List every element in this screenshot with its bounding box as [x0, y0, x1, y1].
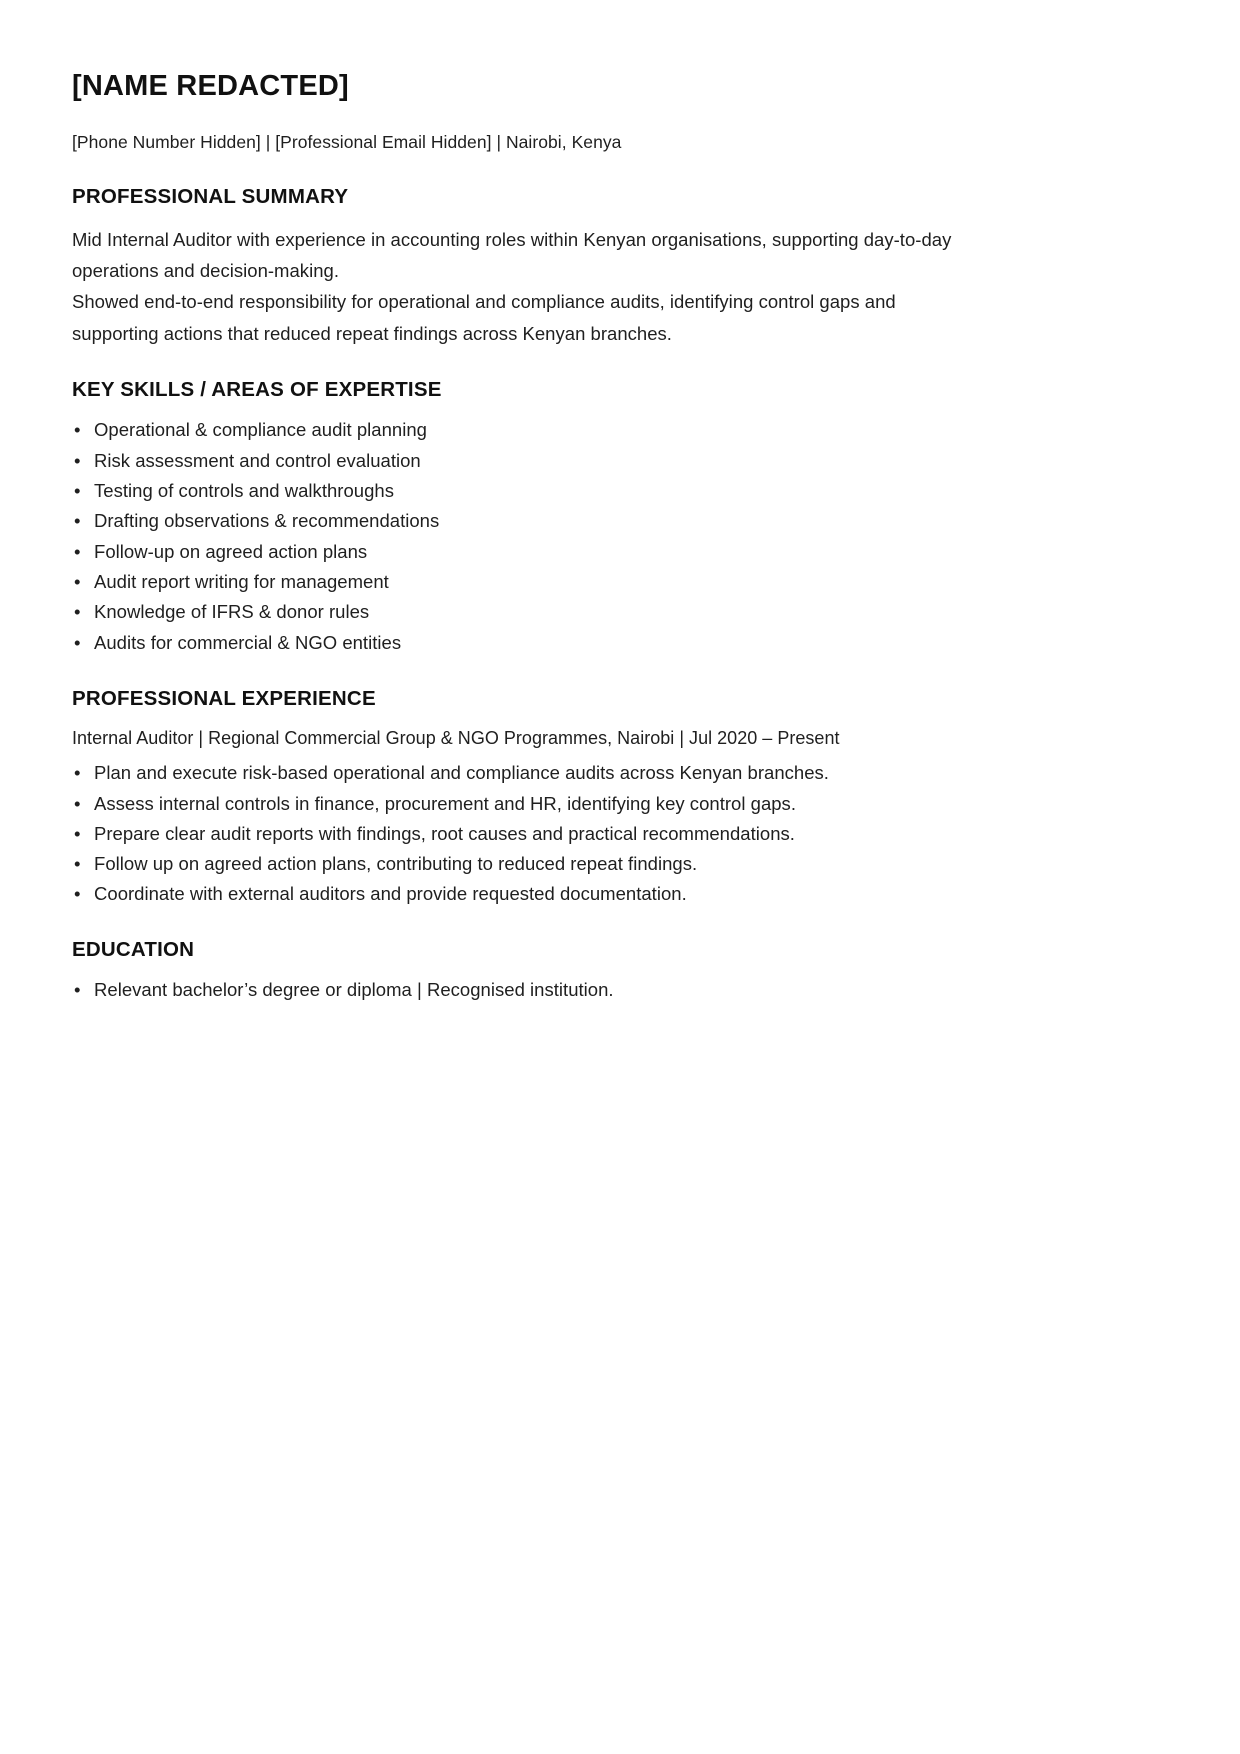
- summary-paragraph-2: Showed end-to-end responsibility for operational and compliance audits, identifying control gaps and supporting actions that reduced repeat findings across Kenyan branches.: [72, 291, 896, 344]
- education-item-text: Relevant bachelor’s degree or diploma | Recognised institution.: [94, 978, 614, 1000]
- list-item: [72, 819, 984, 849]
- bullet-icon: •: [74, 631, 81, 653]
- bullet-icon: •: [74, 792, 81, 814]
- bullet-icon: •: [74, 822, 81, 844]
- education-list: [72, 975, 984, 1005]
- bullet-icon: •: [74, 570, 81, 592]
- skill-label: Audit report writing for management: [94, 570, 389, 592]
- experience-bullet-text: Assess internal controls in finance, procurement and HR, identifying key control gaps.: [94, 792, 796, 814]
- section-heading-skills: KEY SKILLS / AREAS OF EXPERTISE: [72, 377, 442, 401]
- skill-label: Testing of controls and walkthroughs: [94, 479, 394, 501]
- bullet-icon: •: [74, 978, 81, 1000]
- skill-label: Follow-up on agreed action plans: [94, 540, 368, 562]
- job-header: Internal Auditor | Regional Commercial Group & NGO Programmes, Nairobi | Jul 2020 – Present: [72, 728, 840, 749]
- skill-label: Operational & compliance audit planning: [94, 419, 427, 441]
- bullet-icon: •: [74, 540, 81, 562]
- summary-paragraph-1: Mid Internal Auditor with experience in accounting roles within Kenyan organisations, supporting day-to-day operations and decision-making.: [72, 229, 952, 282]
- experience-bullet-text: Coordinate with external auditors and provide requested documentation.: [94, 882, 687, 904]
- section-heading-education: EDUCATION: [72, 938, 195, 962]
- experience-bullet-text: Follow up on agreed action plans, contributing to reduced repeat findings.: [94, 852, 698, 874]
- section-heading-experience: PROFESSIONAL EXPERIENCE: [72, 686, 376, 710]
- list-item: [72, 506, 984, 536]
- bullet-icon: •: [74, 479, 81, 501]
- bullet-icon: •: [74, 852, 81, 874]
- list-item: [72, 879, 984, 909]
- list-item: [72, 537, 984, 567]
- section-heading-summary: PROFESSIONAL SUMMARY: [72, 184, 349, 208]
- skill-label: Risk assessment and control evaluation: [94, 449, 421, 471]
- list-item: [72, 758, 984, 788]
- bullet-icon: •: [74, 449, 81, 471]
- skill-label: Drafting observations & recommendations: [94, 510, 440, 532]
- skill-label: Audits for commercial & NGO entities: [94, 631, 402, 653]
- bullet-icon: •: [74, 762, 81, 784]
- contact-line: [Phone Number Hidden] | [Professional Email Hidden] | Nairobi, Kenya: [72, 132, 622, 153]
- list-item: [72, 446, 984, 476]
- section-professional-experience: [72, 686, 984, 909]
- skill-label: Knowledge of IFRS & donor rules: [94, 601, 370, 623]
- resume-content: [72, 62, 984, 1005]
- bullet-icon: •: [74, 601, 81, 623]
- list-item: [72, 849, 984, 879]
- skills-list: [72, 415, 984, 658]
- candidate-name: [NAME REDACTED]: [72, 70, 349, 102]
- list-item: [72, 789, 984, 819]
- section-key-skills: [72, 377, 984, 658]
- bullet-icon: •: [74, 419, 81, 441]
- list-item: [72, 597, 984, 627]
- bullet-icon: •: [74, 882, 81, 904]
- experience-bullet-text: Plan and execute risk-based operational and compliance audits across Kenyan branches.: [94, 762, 829, 784]
- list-item: [72, 567, 984, 597]
- section-education: [72, 937, 984, 1005]
- list-item: [72, 975, 984, 1005]
- bullet-icon: •: [74, 510, 81, 532]
- list-item: [72, 476, 984, 506]
- list-item: [72, 628, 984, 658]
- section-professional-summary: [72, 184, 984, 349]
- list-item: [72, 415, 984, 445]
- experience-bullet-text: Prepare clear audit reports with findings, root causes and practical recommendations.: [94, 822, 795, 844]
- experience-bullet-list: [72, 758, 984, 909]
